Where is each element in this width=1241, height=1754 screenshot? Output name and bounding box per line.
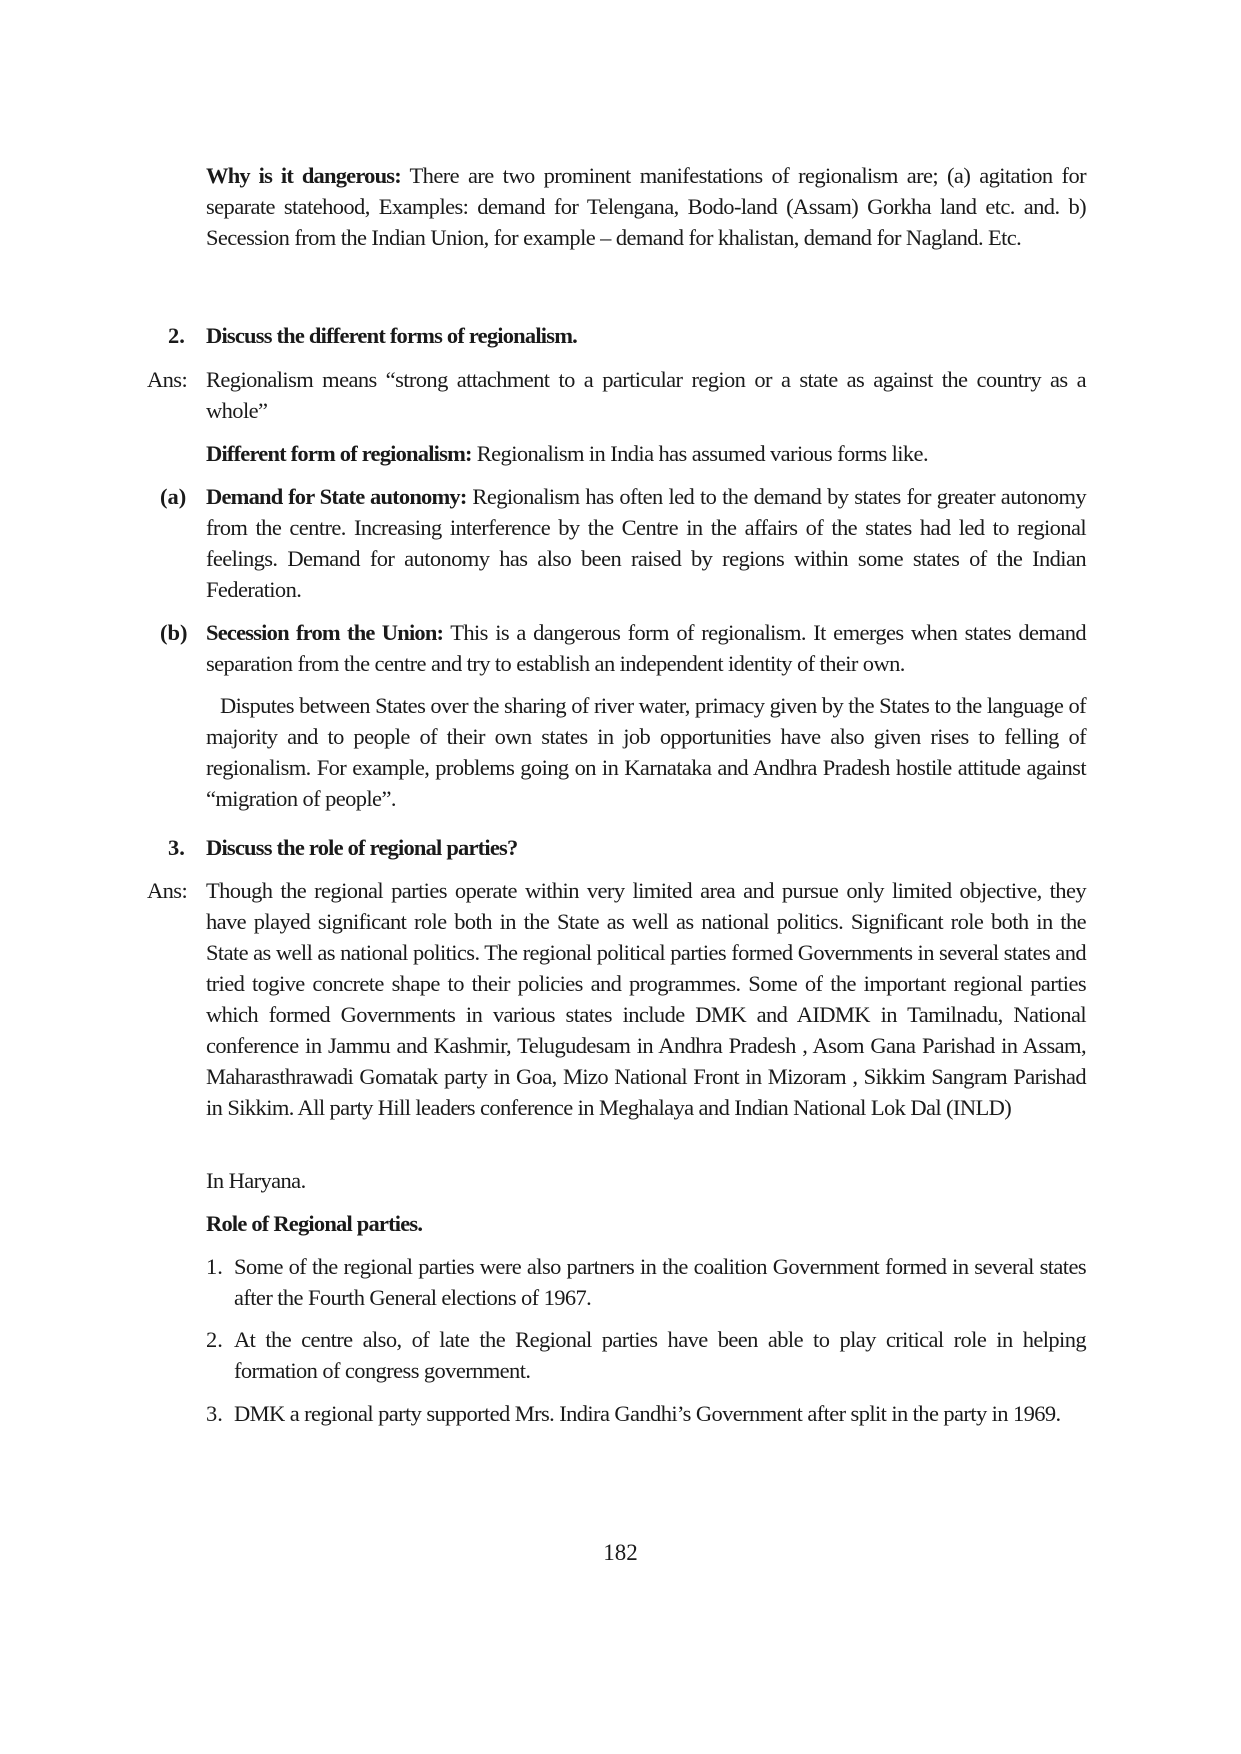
form-a-text: Regionalism has often led to the demand by states for greater autonomy from the centre. Increasing interference by the Centre in the affairs of the states had led to regional feelings. Demand for autonomy has also been raised by regions within some states of the Indian Federation. <box>206 484 1086 602</box>
role-2-text: At the centre also, of late the Regional parties have been able to play critical role in helping formation of congress government. <box>234 1327 1086 1383</box>
answer-3-label: Ans: <box>147 878 188 903</box>
haryana-line: In Haryana. <box>206 1168 306 1193</box>
form-a-marker: (a) <box>160 484 187 509</box>
answer-2-label: Ans: <box>147 367 188 392</box>
form-b-label: Secession from the Union: <box>206 620 444 645</box>
form-b-paragraph <box>206 617 1086 679</box>
question-3-number: 3. <box>168 835 185 860</box>
role-3-number: 3. <box>206 1401 223 1426</box>
form-b-marker: (b) <box>160 620 188 645</box>
forms-paragraph <box>206 438 1086 469</box>
danger-text: There are two prominent manifestations of regionalism are; (a) agitation for separate statehood, Examples: demand for Telengana, Bodo-land (Assam) Gorkha land etc. and. b) Secession from the Indian Union, for example – demand for khalistan, demand for Nagland. Etc. <box>206 163 1086 250</box>
role-2-number: 2. <box>206 1327 223 1352</box>
role-3-text: DMK a regional party supported Mrs. Indira Gandhi’s Government after split in the party in 1969. <box>234 1401 1061 1426</box>
danger-label: Why is it dangerous: <box>206 163 401 188</box>
answer-3-paragraph: Though the regional parties operate within very limited area and pursue only limited objective, they have played significant role both in the State as well as national politics. Significant role both in the State as well as national politics. The regional political parties formed Governments in several states and tried togive concrete shape to their policies and programmes. Some of the important regional parties which formed Governments in various states include DMK and AIDMK in Tamilnadu, National conference in Jammu and Kashmir, Telugudesam in Andhra Pradesh , Asom Gana Parishad in Assam, Maharasthrawadi Gomatak party in Goa, Mizo National Front in Mizoram , Sikkim Sangram Parishad in Sikkim. All party Hill leaders conference in Meghalaya and Indian National Lok Dal (INLD) <box>206 878 1086 1120</box>
form-a-paragraph <box>206 481 1086 605</box>
answer-2-definition: Regionalism means “strong attachment to a particular region or a state as against the country as a whole” <box>206 367 1086 423</box>
form-a-label: Demand for State autonomy: <box>206 484 467 509</box>
disputes-paragraph: Disputes between States over the sharing of river water, primacy given by the States to the language of majority and to people of their own states in job opportunities have also given rises to felling of regionalism. For example, problems going on in Karnataka and Andhra Pradesh hostile attitude against “migration of people”. <box>206 693 1086 811</box>
page-number: 182 <box>603 1540 638 1565</box>
form-b-text: This is a dangerous form of regionalism. It emerges when states demand separation from the centre and try to establish an independent identity of their own. <box>206 620 1087 676</box>
forms-label: Different form of regionalism: <box>206 441 472 466</box>
question-3-heading: Discuss the role of regional parties? <box>206 835 518 860</box>
role-1-text: Some of the regional parties were also partners in the coalition Government formed in several states after the Fourth General elections of 1967. <box>234 1254 1086 1310</box>
question-2-heading: Discuss the different forms of regionalism. <box>206 323 577 348</box>
role-heading: Role of Regional parties. <box>206 1211 423 1236</box>
forms-text: Regionalism in India has assumed various forms like. <box>471 441 928 466</box>
role-1-number: 1. <box>206 1254 223 1279</box>
question-2-number: 2. <box>168 323 185 348</box>
danger-paragraph <box>206 160 1086 253</box>
